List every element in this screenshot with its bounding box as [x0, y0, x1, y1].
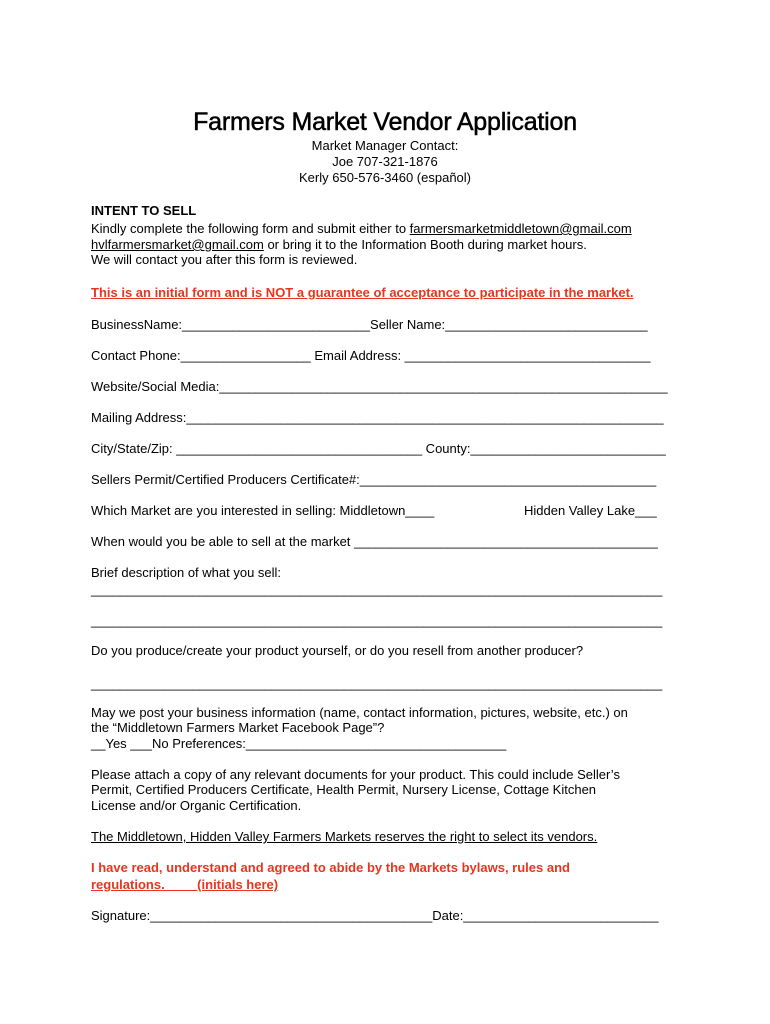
contact-joe: Joe 707-321-1876 [332, 154, 438, 169]
attach-text-3: License and/or Organic Certification. [91, 798, 302, 813]
intent-line-1 [91, 221, 632, 237]
city-county-field[interactable]: City/State/Zip: __________________________________ County:___________________________ [91, 441, 666, 456]
market-middletown-field[interactable]: Which Market are you interested in selling: Middletown____ [91, 503, 435, 518]
business-seller-field[interactable]: BusinessName:__________________________Seller Name:____________________________ [91, 317, 648, 332]
post-question-2: the “Middletown Farmers Market Facebook Page”? [91, 720, 385, 735]
agreement-line-2[interactable]: regulations. (initials here) [91, 877, 279, 892]
email-link-middletown[interactable]: farmersmarketmiddletown@gmail.com [409, 221, 632, 236]
intent-line-2 [91, 237, 587, 253]
attach-text-1: Please attach a copy of any relevant documents for your product. This could include Seller’s [91, 767, 620, 782]
produce-question: Do you produce/create your product yourself, or do you resell from another producer? [91, 643, 584, 658]
post-question-1: May we post your business information (name, contact information, pictures, website, etc.) on [91, 705, 628, 720]
description-line-1[interactable]: _______________________________________________________________________________ [91, 582, 663, 597]
market-hvl-field[interactable]: Hidden Valley Lake___ [524, 503, 657, 518]
page-title: Farmers Market Vendor Application [193, 108, 577, 136]
produce-answer-line[interactable]: _______________________________________________________________________________ [91, 676, 663, 691]
permit-field[interactable]: Sellers Permit/Certified Producers Certificate#:_________________________________________ [91, 472, 657, 487]
intent-heading: INTENT TO SELL [91, 203, 197, 218]
warning-notice: This is an initial form and is NOT a guarantee of acceptance to participate in the market. [91, 285, 634, 300]
contact-email-field[interactable]: Contact Phone:__________________ Email Address: __________________________________ [91, 348, 651, 363]
post-answer-field[interactable]: __Yes ___No Preferences:____________________________________ [91, 736, 507, 751]
intent-line-3: We will contact you after this form is reviewed. [91, 252, 358, 267]
intent-text-2: or bring it to the Information Booth during market hours. [263, 237, 587, 252]
agreement-line-1: I have read, understand and agreed to abide by the Markets bylaws, rules and [91, 860, 570, 875]
contact-kerly: Kerly 650-576-3460 (español) [299, 170, 471, 185]
manager-contact [0, 138, 770, 186]
website-field[interactable]: Website/Social Media:______________________________________________________________ [91, 379, 668, 394]
mailing-address-field[interactable]: Mailing Address:__________________________________________________________________ [91, 410, 664, 425]
attach-text-2: Permit, Certified Producers Certificate, Health Permit, Nursery License, Cottage Kitchen [91, 782, 597, 797]
intent-text: Kindly complete the following form and submit either to [91, 221, 410, 236]
signature-date-field[interactable]: Signature:_______________________________________Date:___________________________ [91, 908, 659, 923]
availability-field[interactable]: When would you be able to sell at the market __________________________________________ [91, 534, 658, 549]
description-label: Brief description of what you sell: [91, 565, 282, 580]
email-link-hvl[interactable]: hvlfarmersmarket@gmail.com [91, 237, 264, 252]
description-line-2[interactable]: _______________________________________________________________________________ [91, 613, 663, 628]
contact-label: Market Manager Contact: [311, 138, 459, 153]
reserves-notice: The Middletown, Hidden Valley Farmers Markets reserves the right to select its vendors. [91, 829, 598, 844]
